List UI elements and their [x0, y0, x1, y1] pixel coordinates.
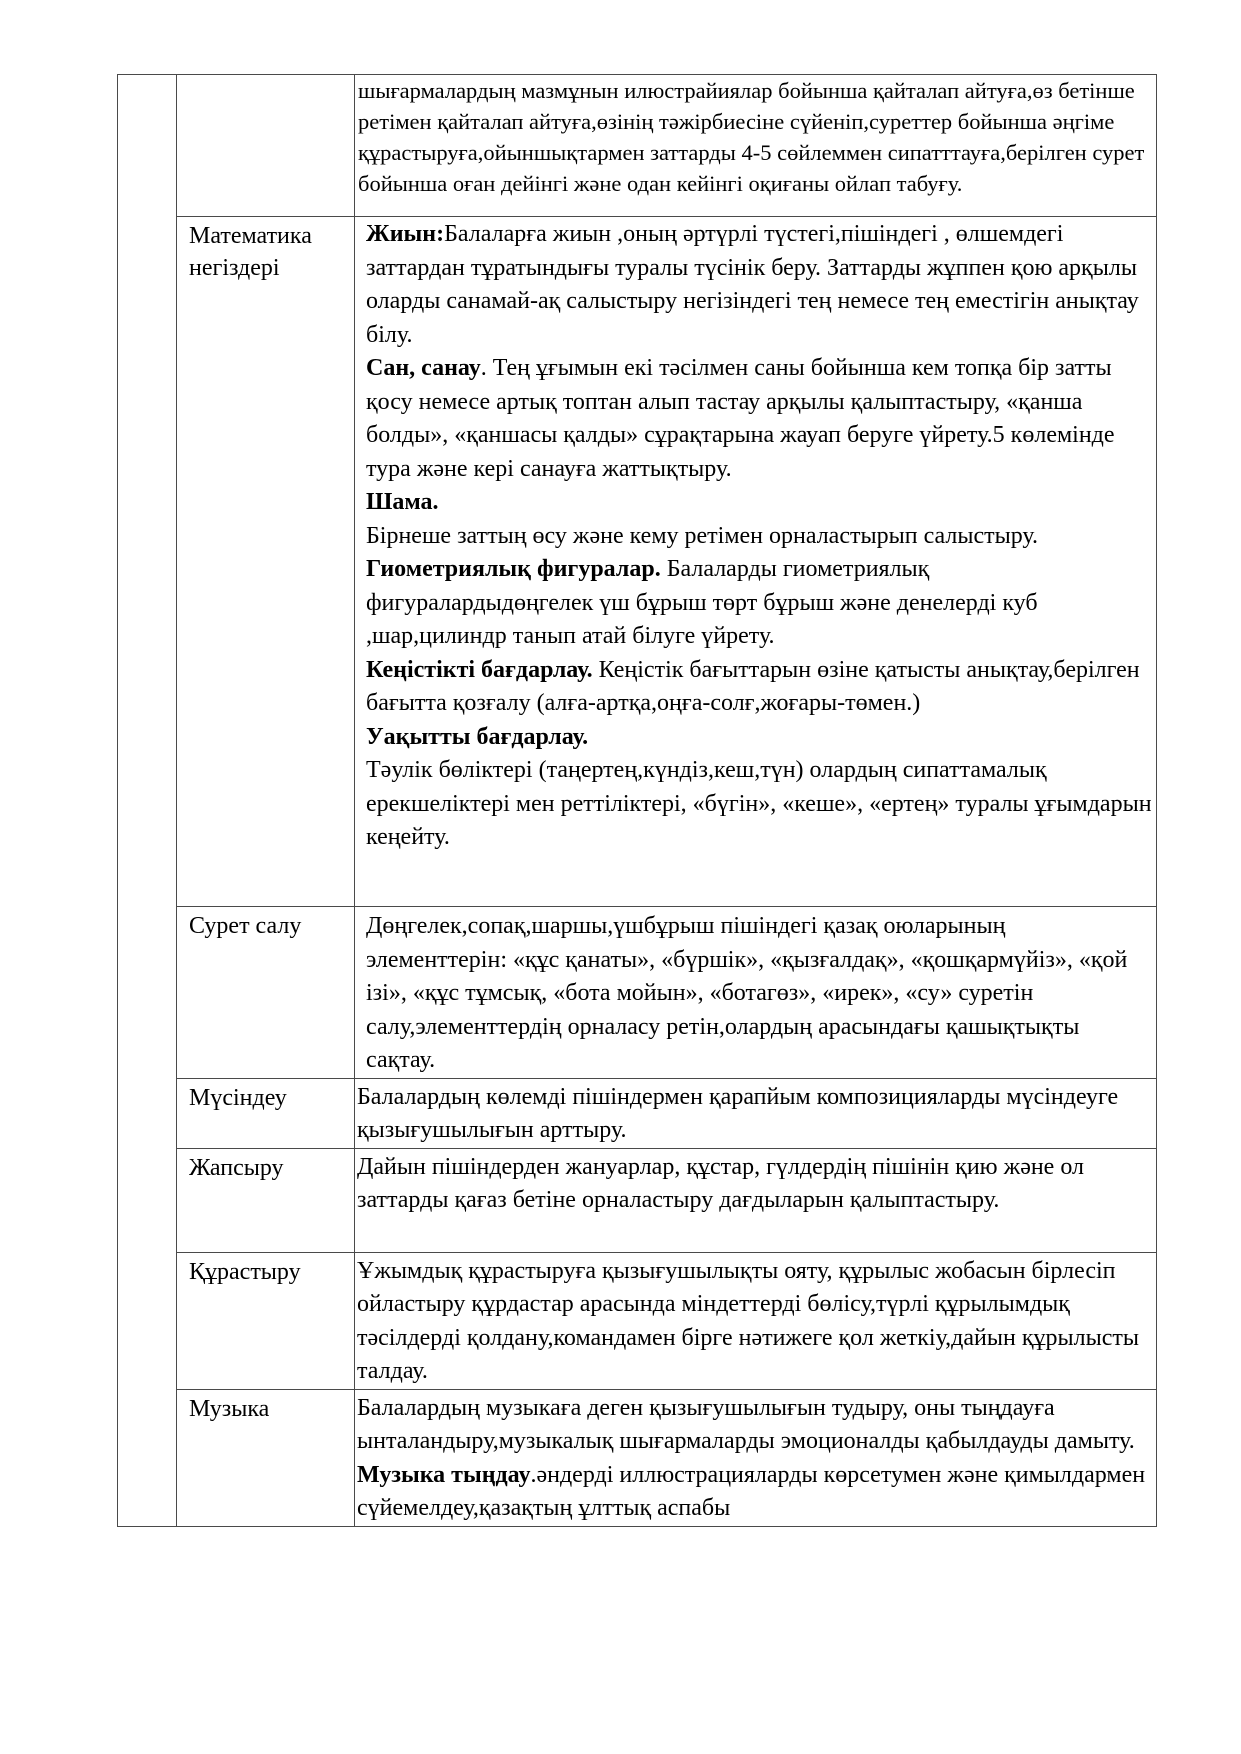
paragraph: Жиын:Балаларға жиын ,оның әртүрлі түстегі,пішіндегі , өлшемдегі заттардан тұратындығы туралы түсінік беру. Заттарды жұппен қою арқылы оларды санамай-ақ салыстыру негізіндегі тең немесе тең еместігін анықтау білу.: [366, 221, 1139, 348]
content-text: [355, 1079, 1156, 1148]
subject-cell: [177, 907, 355, 1079]
paragraph: Шама.: [366, 489, 439, 515]
subject-cell: [177, 1252, 355, 1389]
content-text: [355, 1253, 1156, 1389]
subject-cell: [177, 1148, 355, 1252]
subject-label: Жапсыру: [189, 1154, 284, 1181]
content-cell: [355, 1078, 1157, 1148]
table-row: [118, 1078, 1157, 1148]
content-text: [355, 1390, 1156, 1526]
paragraph: Уақытты бағдарлау.: [366, 723, 589, 750]
subject-label: Музыка: [189, 1395, 270, 1422]
curriculum-table: [117, 74, 1157, 1527]
subject-cell: [177, 1078, 355, 1148]
table-row: [118, 1148, 1157, 1252]
table-row: [118, 75, 1157, 217]
paragraph: Тәулік бөліктері (таңертең,күндіз,кеш,түн) олардың сипаттамалық ерекшеліктері мен реттіліктері, «бүгін», «кеше», «ертең» туралы ұғымдарын кеңейту.: [366, 757, 1152, 850]
content-text: [355, 217, 1156, 855]
content-text: [355, 907, 1156, 1078]
table-row: [118, 1389, 1157, 1526]
subject-label: Құрастыру: [189, 1258, 301, 1285]
paragraph: шығармалардың мазмұнын илюстрайиялар бойынша қайталап айтуға,өз бетінше ретімен қайталап айтуға,өзінің тәжірбиесіне сүйеніп,суреттер бойынша әңгіме құрастыруға,ойыншықтармен заттарды 4-5 сөйлеммен сипатттауға,берілген сурет бойынша оған дейінгі және одан кейінгі оқиғаны ойлап табуғу.: [358, 78, 1145, 196]
subject-cell: [177, 75, 355, 217]
paragraph: Балалардың музыкаға деген қызығушылығын тудыру, оны тыңдауға ынталандыру,музыкалық шығармаларды эмоционалды қабылдауды дамыту.: [357, 1394, 1135, 1454]
paragraph: Музыка тыңдау.әндерді иллюстрацияларды көрсетумен және қимылдармен сүйемелдеу,қазақтың ұлттық аспабы: [357, 1461, 1146, 1521]
paragraph: Бірнеше заттың өсу және кему ретімен орналастырып салыстыру.: [366, 522, 1039, 549]
subject-label: Сурет салу: [189, 913, 302, 939]
table-row: [118, 907, 1157, 1079]
paragraph: Ұжымдық құрастыруға қызығушылықты ояту, құрылыс жобасын бірлесіп ойластыру құрдастар арасында міндеттерді бөлісу,түрлі құрылымдық тәсілдерді қолдану,командамен бірге нәтижеге қол жеткіу,дайын құрылысты талдау.: [357, 1257, 1140, 1384]
index-cell: [118, 75, 177, 1527]
content-text: [355, 1149, 1156, 1218]
subject-cell: [177, 217, 355, 907]
paragraph: Дайын пішіндерден жануарлар, құстар, гүлдердің пішінін қию және ол заттарды қағаз бетіне орналастыру дағдыларын қалыптастыру.: [357, 1153, 1084, 1213]
paragraph: Гиометриялық фигуралар. Балаларды гиометриялық фигуралардыдөңгелек үш бұрыш төрт бұрыш және денелерді куб ,шар,цилиндр танып атай білуге үйрету.: [366, 556, 1038, 649]
content-text: [355, 75, 1156, 199]
table-row: [118, 217, 1157, 907]
paragraph: Кеңістікті бағдарлау. Кеңістік бағыттарын өзіне қатысты анықтау,берілген бағытта қозғалу (алға-артқа,оңға-солғ,жоғары-төмен.): [366, 656, 1140, 716]
table-row: [118, 1252, 1157, 1389]
subject-cell: [177, 1389, 355, 1526]
content-cell: [355, 1252, 1157, 1389]
subject-label: Мүсіндеу: [189, 1084, 287, 1111]
content-cell: [355, 1389, 1157, 1526]
paragraph: Дөңгелек,сопақ,шаршы,үшбұрыш пішіндегі қазақ оюларының элементтерін: «құс қанаты», «бүршік», «қызғалдақ», «қошқармүйіз», «қой ізі», «құс тұмсық, «бота мойын», «ботагөз», «ирек», «су» суретін салу,элементтердің орналасу ретін,олардың арасындағы қашықтықты сақтау.: [366, 913, 1128, 1073]
paragraph: Балалардың көлемді пішіндермен қарапйым композицияларды мүсіндеуге қызығушылығын арттыру.: [357, 1083, 1119, 1143]
content-cell: [355, 75, 1157, 217]
content-cell: [355, 907, 1157, 1079]
content-cell: [355, 217, 1157, 907]
paragraph: Сан, санау. Тең ұғымын екі тәсілмен саны бойынша кем топқа бір затты қосу немесе артық топтан алып тастау арқылы қалыптастыру, «қанша болды», «қаншасы қалды» сұрақтарына жауап беруге үйрету.5 көлемінде тура және кері санауға жаттықтыру.: [366, 355, 1115, 482]
content-cell: [355, 1148, 1157, 1252]
subject-label: Математика негіздері: [189, 223, 312, 281]
